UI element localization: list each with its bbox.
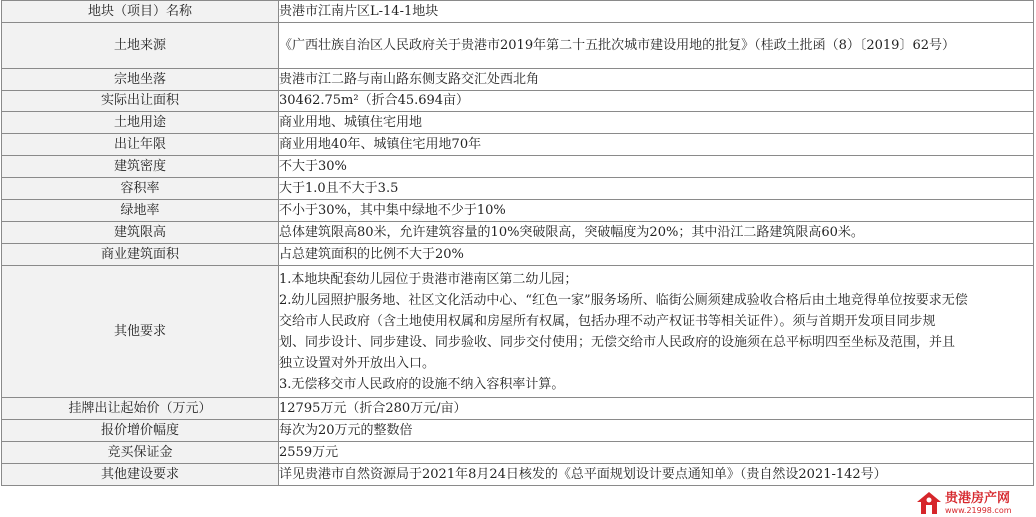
row-label: 报价增价幅度: [2, 420, 279, 442]
row-label: 出让年限: [2, 134, 279, 156]
row-value: 贵港市江南片区L-14-1地块: [279, 1, 1034, 23]
row-value: 占总建筑面积的比例不大于20%: [279, 244, 1034, 266]
land-info-table: [1, 0, 1034, 486]
table-row: [2, 222, 1034, 244]
table-row: [2, 464, 1034, 486]
row-value: 总体建筑限高80米，允许建筑容量的10%突破限高，突破幅度为20%；其中沿江二路建筑限高60米。: [279, 222, 1034, 244]
watermark-url: www.21998.com: [945, 505, 1012, 515]
table-row: [2, 398, 1034, 420]
row-label: 宗地坐落: [2, 69, 279, 91]
table-row: [2, 69, 1034, 91]
row-label: 绿地率: [2, 200, 279, 222]
row-label: 实际出让面积: [2, 91, 279, 112]
row-value: 《广西壮族自治区人民政府关于贵港市2019年第二十五批次城市建设用地的批复》（桂政土批函（8）〔2019〕62号）: [279, 23, 1034, 69]
requirement-line: 2.幼儿园照护服务地、社区文化活动中心、“红色一家”服务场所、临街公厕须建成验收合格后由土地竞得单位按要求无偿: [279, 292, 968, 308]
row-label: 容积率: [2, 178, 279, 200]
requirement-line: 独立设置对外开放出入口。: [279, 355, 436, 371]
row-label: 挂牌出让起始价（万元）: [2, 398, 279, 420]
requirement-line: 3.无偿移交市人民政府的设施不纳入容积率计算。: [279, 376, 565, 392]
row-value: 12795万元（折合280万元/亩）: [279, 398, 1034, 420]
table-row: [2, 134, 1034, 156]
row-label: 土地来源: [2, 23, 279, 69]
row-value: 30462.75m²（折合45.694亩）: [279, 91, 1034, 112]
site-watermark: [916, 490, 1034, 516]
requirement-line: 划、同步设计、同步建设、同步验收、同步交付使用；无偿交给市人民政府的设施须在总平标明四至坐标及范围，并且: [279, 334, 956, 350]
row-label: 建筑密度: [2, 156, 279, 178]
row-value: 2559万元: [279, 442, 1034, 464]
row-value: 每次为20万元的整数倍: [279, 420, 1034, 442]
table-row: [2, 420, 1034, 442]
table-row: [2, 91, 1034, 112]
table-row: [2, 178, 1034, 200]
table-row: [2, 23, 1034, 69]
table-row: [2, 442, 1034, 464]
row-label: 竞买保证金: [2, 442, 279, 464]
table-row-other-requirements: [2, 266, 1034, 398]
row-label: 土地用途: [2, 112, 279, 134]
row-label: 建筑限高: [2, 222, 279, 244]
requirement-line: 1.本地块配套幼儿园位于贵港市港南区第二幼儿园；: [279, 271, 578, 287]
table-row: [2, 244, 1034, 266]
watermark-title: 贵港房产网: [945, 490, 1011, 506]
row-value: 详见贵港市自然资源局于2021年8月24日核发的《总平面规划设计要点通知单》（贵自然设2021-142号）: [279, 464, 1034, 486]
table-row: [2, 1, 1034, 23]
table-row: [2, 156, 1034, 178]
row-value: 贵港市江二路与南山路东侧支路交汇处西北角: [279, 69, 1034, 91]
house-logo-icon: [916, 491, 942, 515]
row-value: 不大于30%: [279, 156, 1034, 178]
table-row: [2, 200, 1034, 222]
requirement-line: 交给市人民政府（含土地使用权属和房屋所有权属，包括办理不动产权证书等相关证件）。须与首期开发项目同步规: [279, 313, 936, 329]
row-value: 商业用地40年、城镇住宅用地70年: [279, 134, 1034, 156]
row-label: 地块（项目）名称: [2, 1, 279, 23]
other-requirements-text: [279, 266, 1034, 398]
row-label: 其他要求: [2, 266, 279, 398]
row-value: 大于1.0且不大于3.5: [279, 178, 1034, 200]
row-label: 商业建筑面积: [2, 244, 279, 266]
row-value: 不小于30%，其中集中绿地不少于10%: [279, 200, 1034, 222]
row-label: 其他建设要求: [2, 464, 279, 486]
table-row: [2, 112, 1034, 134]
row-value: 商业用地、城镇住宅用地: [279, 112, 1034, 134]
